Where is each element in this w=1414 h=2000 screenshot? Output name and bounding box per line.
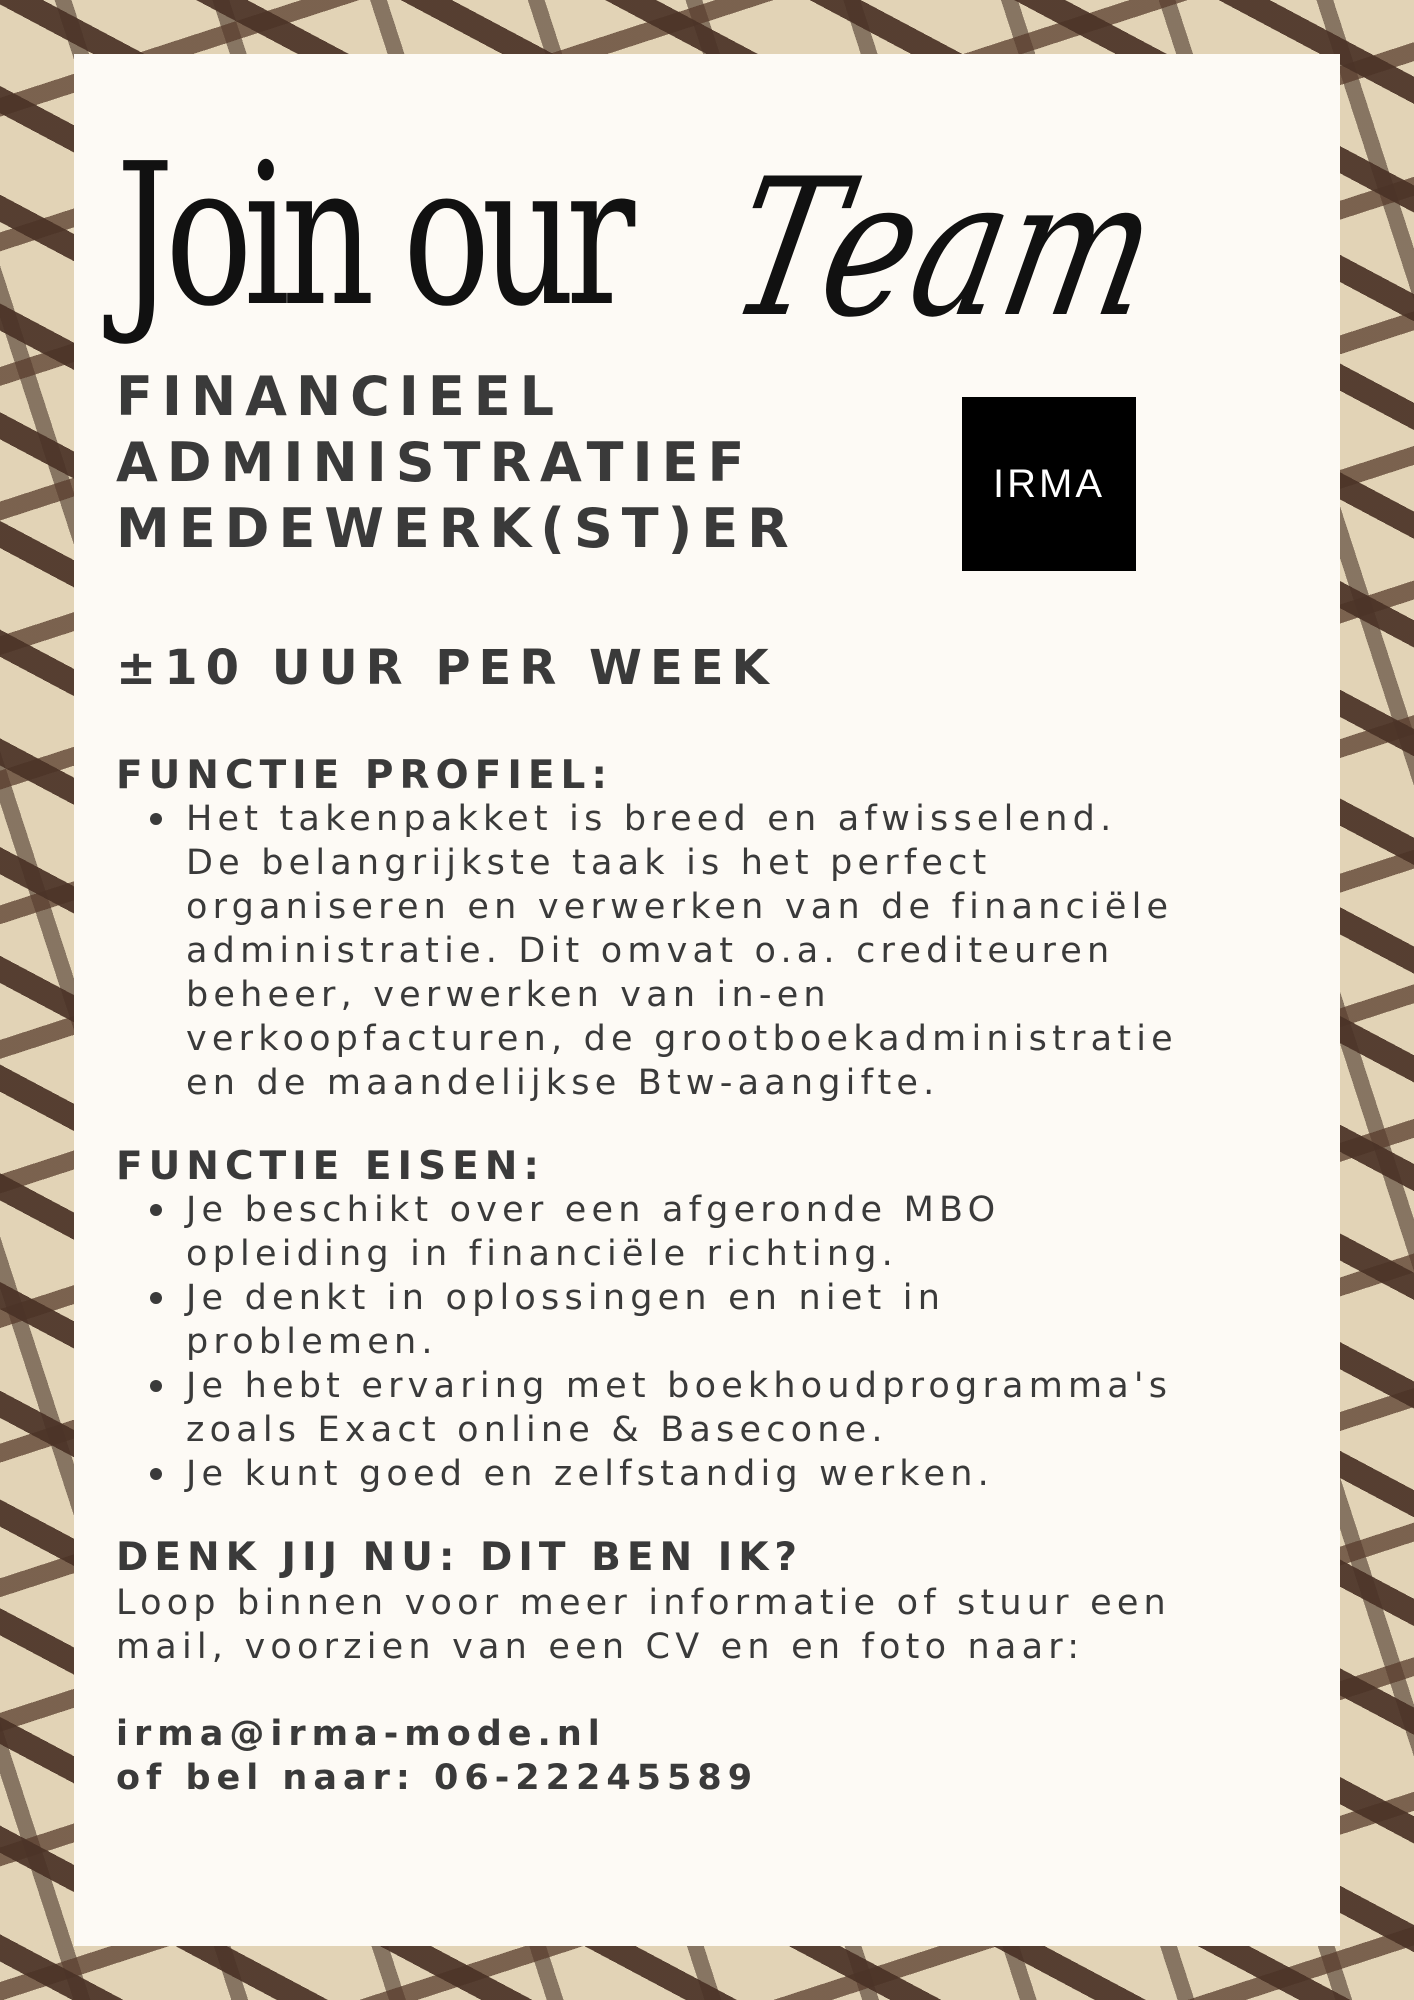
hours-per-week: ±10 UUR PER WEEK bbox=[116, 640, 777, 696]
contact-phone: of bel naar: 06-22245589 bbox=[116, 1758, 759, 1798]
cta-text-line: mail, voorzien van een CV en en foto naar: bbox=[116, 1627, 1085, 1667]
functie-profiel-list bbox=[116, 797, 1178, 1105]
cta-heading: DENK JIJ NU: DIT BEN IK? bbox=[116, 1535, 804, 1580]
bullet-dot bbox=[150, 1380, 162, 1392]
list-item-line: organiseren en verwerken van de financiële bbox=[186, 887, 1174, 927]
headline bbox=[116, 114, 1316, 374]
headline-team-script: Team bbox=[715, 138, 1174, 359]
bullet-dot bbox=[150, 1292, 162, 1304]
cta-text bbox=[116, 1581, 1171, 1669]
list-item-line: verkoopfacturen, de grootboekadministratie bbox=[186, 1019, 1178, 1059]
job-title bbox=[116, 364, 798, 562]
irma-logo-text: IRMA bbox=[993, 461, 1105, 506]
list-item-line: De belangrijkste taak is het perfect bbox=[186, 843, 992, 883]
list-item-line: en de maandelijkse Btw-aangifte. bbox=[186, 1063, 940, 1103]
headline-join-our: Join our bbox=[116, 122, 627, 350]
bullet-dot bbox=[150, 1204, 162, 1216]
list-item-line: zoals Exact online & Basecone. bbox=[186, 1410, 888, 1450]
list-item bbox=[116, 1452, 1172, 1496]
cta-text-line: Loop binnen voor meer informatie of stuur een bbox=[116, 1583, 1171, 1623]
job-posting-card bbox=[74, 54, 1340, 1946]
list-item bbox=[116, 1188, 1172, 1276]
functie-eisen-heading: FUNCTIE EISEN: bbox=[116, 1144, 546, 1189]
list-item-line: opleiding in financiële richting. bbox=[186, 1234, 898, 1274]
functie-profiel-heading: FUNCTIE PROFIEL: bbox=[116, 753, 613, 798]
bullet-dot bbox=[150, 1468, 162, 1480]
job-title-line: FINANCIEEL bbox=[116, 365, 564, 428]
list-item-line: Je hebt ervaring met boekhoudprogramma's bbox=[186, 1366, 1173, 1406]
job-title-line: ADMINISTRATIEF bbox=[116, 431, 754, 494]
list-item-line: problemen. bbox=[186, 1322, 438, 1362]
bullet-dot bbox=[150, 813, 162, 825]
list-item-line: Je kunt goed en zelfstandig werken. bbox=[186, 1454, 994, 1494]
list-item bbox=[116, 1276, 1172, 1364]
list-item bbox=[116, 1364, 1172, 1452]
list-item bbox=[116, 797, 1178, 1105]
list-item-line: beheer, verwerken van in-en bbox=[186, 975, 831, 1015]
list-item-line: Het takenpakket is breed en afwisselend. bbox=[186, 799, 1117, 839]
list-item-line: Je denkt in oplossingen en niet in bbox=[186, 1278, 946, 1318]
irma-logo bbox=[962, 397, 1136, 571]
contact-email: irma@irma-mode.nl bbox=[116, 1714, 606, 1754]
list-item-line: administratie. Dit omvat o.a. crediteuren bbox=[186, 931, 1115, 971]
job-title-line: MEDEWERK(ST)ER bbox=[116, 497, 798, 560]
functie-eisen-list bbox=[116, 1188, 1172, 1496]
list-item-line: Je beschikt over een afgeronde MBO bbox=[186, 1190, 1001, 1230]
